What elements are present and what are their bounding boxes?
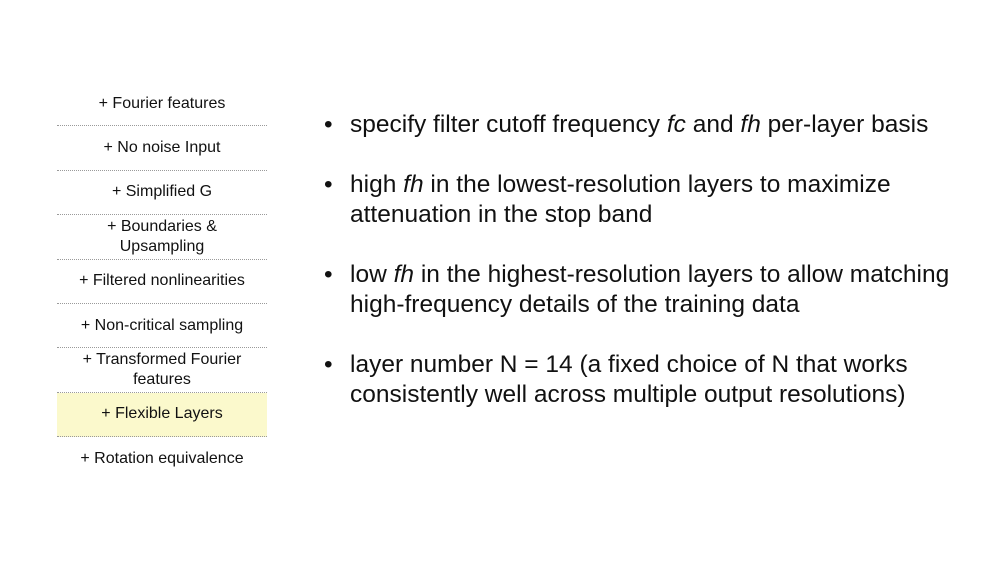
sidebar-item-non-critical-sampling [57,304,267,348]
sidebar-item-label: + Simplified G [111,183,213,201]
sidebar-step-list [57,82,267,482]
bullet-italic-term: fh [740,111,761,138]
bullet-text: and [685,111,741,138]
bullet-filter-cutoff [322,110,962,140]
bullet-text: per-layer basis [760,111,929,138]
sidebar-item-fourier-features [57,82,267,126]
bullet-italic-term: fc [666,111,686,138]
bullet-text: high [350,171,404,198]
sidebar-item-rotation-equivalence [57,437,267,481]
sidebar-item-simplified-g [57,171,267,215]
sidebar-item-label: + Boundaries & Upsampling [107,217,217,255]
sidebar-item-transformed-fourier-features [57,348,267,392]
bullet-text: specify filter cutoff frequency [350,111,667,138]
bullet-text: low [350,261,394,288]
sidebar-item-label: + Rotation equivalence [80,450,244,468]
bullet-text: layer number N = 14 (a fixed choice of N that works consistently well across multiple output resolutions) [350,351,908,408]
bullet-low-fh [322,260,962,320]
sidebar-item-label: + Non-critical sampling [80,316,244,334]
bullet-text: in the lowest-resolution layers to maximize attenuation in the stop band [350,171,891,228]
bullet-list [322,110,962,440]
sidebar-item-label: + Filtered nonlinearities [79,272,245,290]
sidebar-item-label: + Transformed Fourier features [82,351,242,389]
sidebar-item-label: + No noise Input [103,139,221,157]
sidebar-item-filtered-nonlinearities [57,260,267,304]
bullet-text: in the highest-resolution layers to allow matching high-frequency details of the training data [350,261,950,318]
bullet-high-fh [322,170,962,230]
sidebar-item-label: + Flexible Layers [101,405,223,423]
sidebar-item-label: + Fourier features [98,94,226,112]
sidebar-item-no-noise-input [57,126,267,170]
sidebar-item-boundaries-upsampling [57,215,267,259]
bullet-italic-term: fh [393,261,415,288]
sidebar-item-flexible-layers [57,393,267,437]
bullet-italic-term: fh [403,171,424,198]
bullet-layer-number [322,350,962,410]
